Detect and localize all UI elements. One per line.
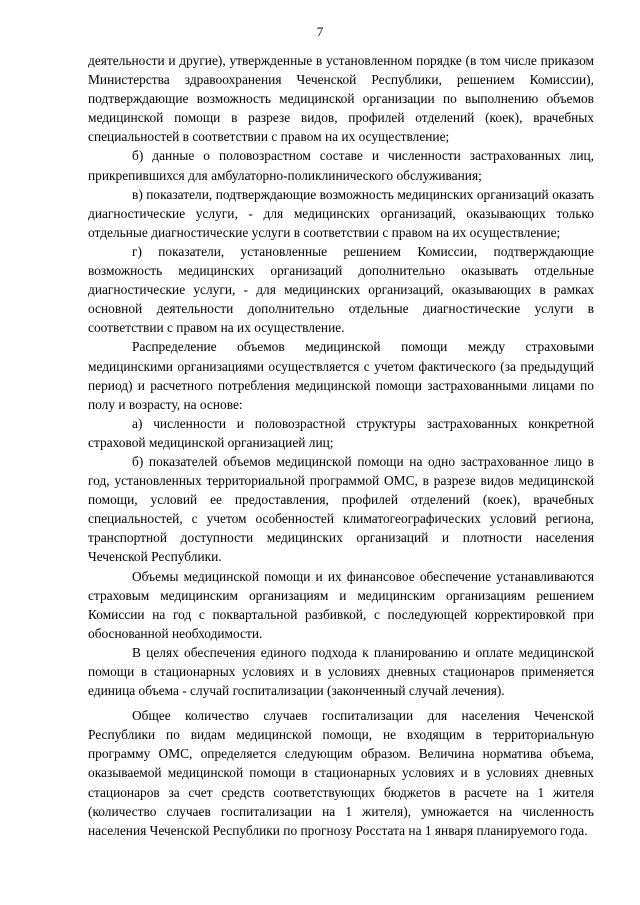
paragraph: в) показатели, подтверждающие возможность медицинских организаций оказать диагностические услуги, - для медицинских организаций, оказывающих только отдельные диагностические услуги в соответствии с правом на их осуществление; <box>88 186 594 240</box>
document-body <box>88 51 594 840</box>
page-number: 7 <box>316 24 324 39</box>
paragraph: б) показателей объемов медицинской помощи на одно застрахованное лицо в год, установленных территориальной программой ОМС, в разрезе видов медицинской помощи, условий ее предоставления, профилей отделений (коек), врачебных специальностей, с учетом особенностей климатогеографических условий региона, транспортной доступности медицинских организаций и плотности населения Чеченской Республики. <box>88 453 594 565</box>
paragraph: В целях обеспечения единого подхода к планированию и оплате медицинской помощи в стационарных условиях и в условиях дневных стационаров применяется единица объема - случай госпитализации (законченный случай лечения). <box>88 644 594 699</box>
paragraph: Объемы медицинской помощи и их финансовое обеспечение устанавливаются страховым медицинским организациям и медицинским организациям решением Комиссии на год с поквартальной разбивкой, с последующей корректировкой при обоснованной необходимости. <box>88 568 594 641</box>
paragraph: а) численности и половозрастной структуры застрахованных конкретной страховой медицинской организацией лиц; <box>88 415 594 450</box>
paragraph: деятельности и другие), утвержденные в установленном порядке (в том числе приказом Министерства здравоохранения Чеченской Республики, решением Комиссии), подтверждающие возможность медицинской организации по выполнению объемов медицинской помощи в разрезе видов, профилей отделений (коек), врачебных специальностей в соответствии с правом на их осуществление; <box>88 53 594 145</box>
paragraph: Распределение объемов медицинской помощи между страховыми медицинскими организациями осуществляется с учетом фактического (за предыдущий период) и расчетного потребления медицинской помощи застрахованными лицами по полу и возрасту, на основе: <box>88 339 594 412</box>
paragraph: б) данные о половозрастном составе и численности застрахованных лиц, прикрепившихся для амбулаторно-поликлинического обслуживания; <box>88 148 594 183</box>
paragraph: Общее количество случаев госпитализации для населения Чеченской Республики по видам медицинской помощи, не входящим в территориальную программу ОМС, определяется следующим образом. Величина норматива объема, оказываемой медицинской помощи в стационарных условиях и в условиях дневных стационаров за счет средств соответствующих бюджетов в расчете на 1 жителя (количество случаев госпитализации на 1 жителя), умножается на численность населения Чеченской Республики по прогнозу Росстата на 1 января планируемого года. <box>88 708 594 838</box>
paragraph: г) показатели, установленные решением Комиссии, подтверждающие возможность медицинских организаций дополнительно оказывать отдельные диагностические услуги, - для медицинских организаций, оказывающих в рамках основной деятельности дополнительно отдельные диагностические услуги в соответствии с правом на их осуществление. <box>88 243 594 336</box>
